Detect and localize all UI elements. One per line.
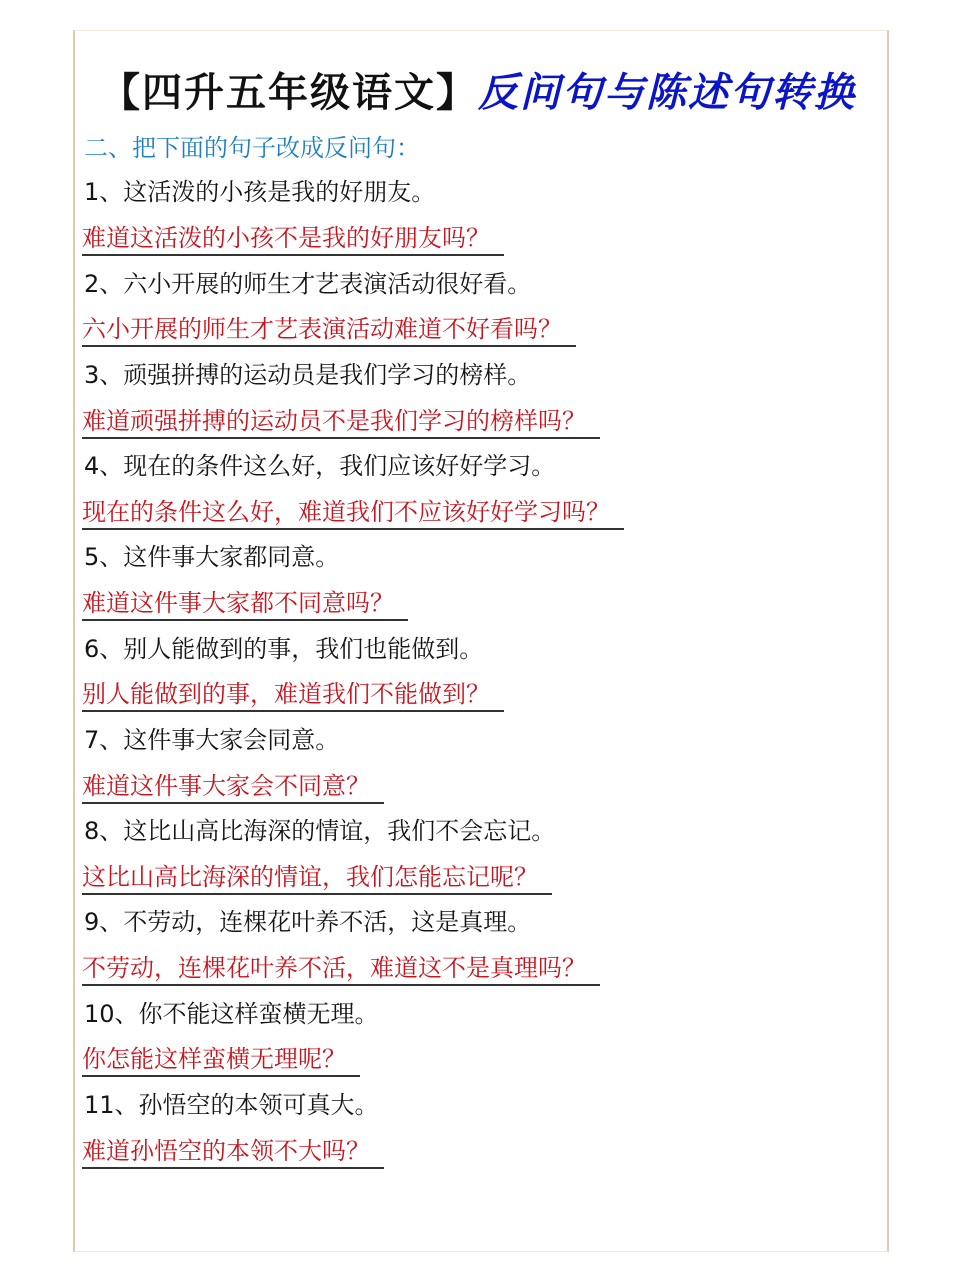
question-2: 2、六小开展的师生才艺表演活动很好看。 xyxy=(84,270,532,298)
answer-11: 难道孙悟空的本领不大吗？ xyxy=(82,1135,384,1169)
question-5: 5、这件事大家都同意。 xyxy=(84,543,340,571)
question-7: 7、这件事大家会同意。 xyxy=(84,726,340,754)
question-11: 11、孙悟空的本领可真大。 xyxy=(84,1091,379,1119)
answer-6: 别人能做到的事，难道我们不能做到？ xyxy=(82,678,504,712)
question-1: 1、这活泼的小孩是我的好朋友。 xyxy=(84,178,436,206)
question-6: 6、别人能做到的事，我们也能做到。 xyxy=(84,635,484,663)
answer-10: 你怎能这样蛮横无理呢？ xyxy=(82,1043,360,1077)
title-main: 反问句与陈述句转换 xyxy=(478,69,856,116)
question-10: 10、你不能这样蛮横无理。 xyxy=(84,1000,379,1028)
page-title xyxy=(100,68,856,118)
question-3: 3、顽强拼搏的运动员是我们学习的榜样。 xyxy=(84,361,532,389)
question-9: 9、不劳动，连棵花叶养不活，这是真理。 xyxy=(84,908,532,936)
answer-5: 难道这件事大家都不同意吗？ xyxy=(82,587,408,621)
answer-8: 这比山高比海深的情谊，我们怎能忘记呢？ xyxy=(82,861,552,895)
answer-1: 难道这活泼的小孩不是我的好朋友吗？ xyxy=(82,222,504,256)
title-prefix: 【四升五年级语文】 xyxy=(100,69,478,116)
answer-3: 难道顽强拼搏的运动员不是我们学习的榜样吗？ xyxy=(82,405,600,439)
answer-7: 难道这件事大家会不同意？ xyxy=(82,770,384,804)
answer-4: 现在的条件这么好，难道我们不应该好好学习吗？ xyxy=(82,496,624,530)
question-4: 4、现在的条件这么好，我们应该好好学习。 xyxy=(84,452,556,480)
answer-2: 六小开展的师生才艺表演活动难道不好看吗？ xyxy=(82,313,576,347)
answer-9: 不劳动，连棵花叶养不活，难道这不是真理吗？ xyxy=(82,952,600,986)
section-heading: 二、把下面的句子改成反问句： xyxy=(84,134,420,162)
question-8: 8、这比山高比海深的情谊，我们不会忘记。 xyxy=(84,817,556,845)
